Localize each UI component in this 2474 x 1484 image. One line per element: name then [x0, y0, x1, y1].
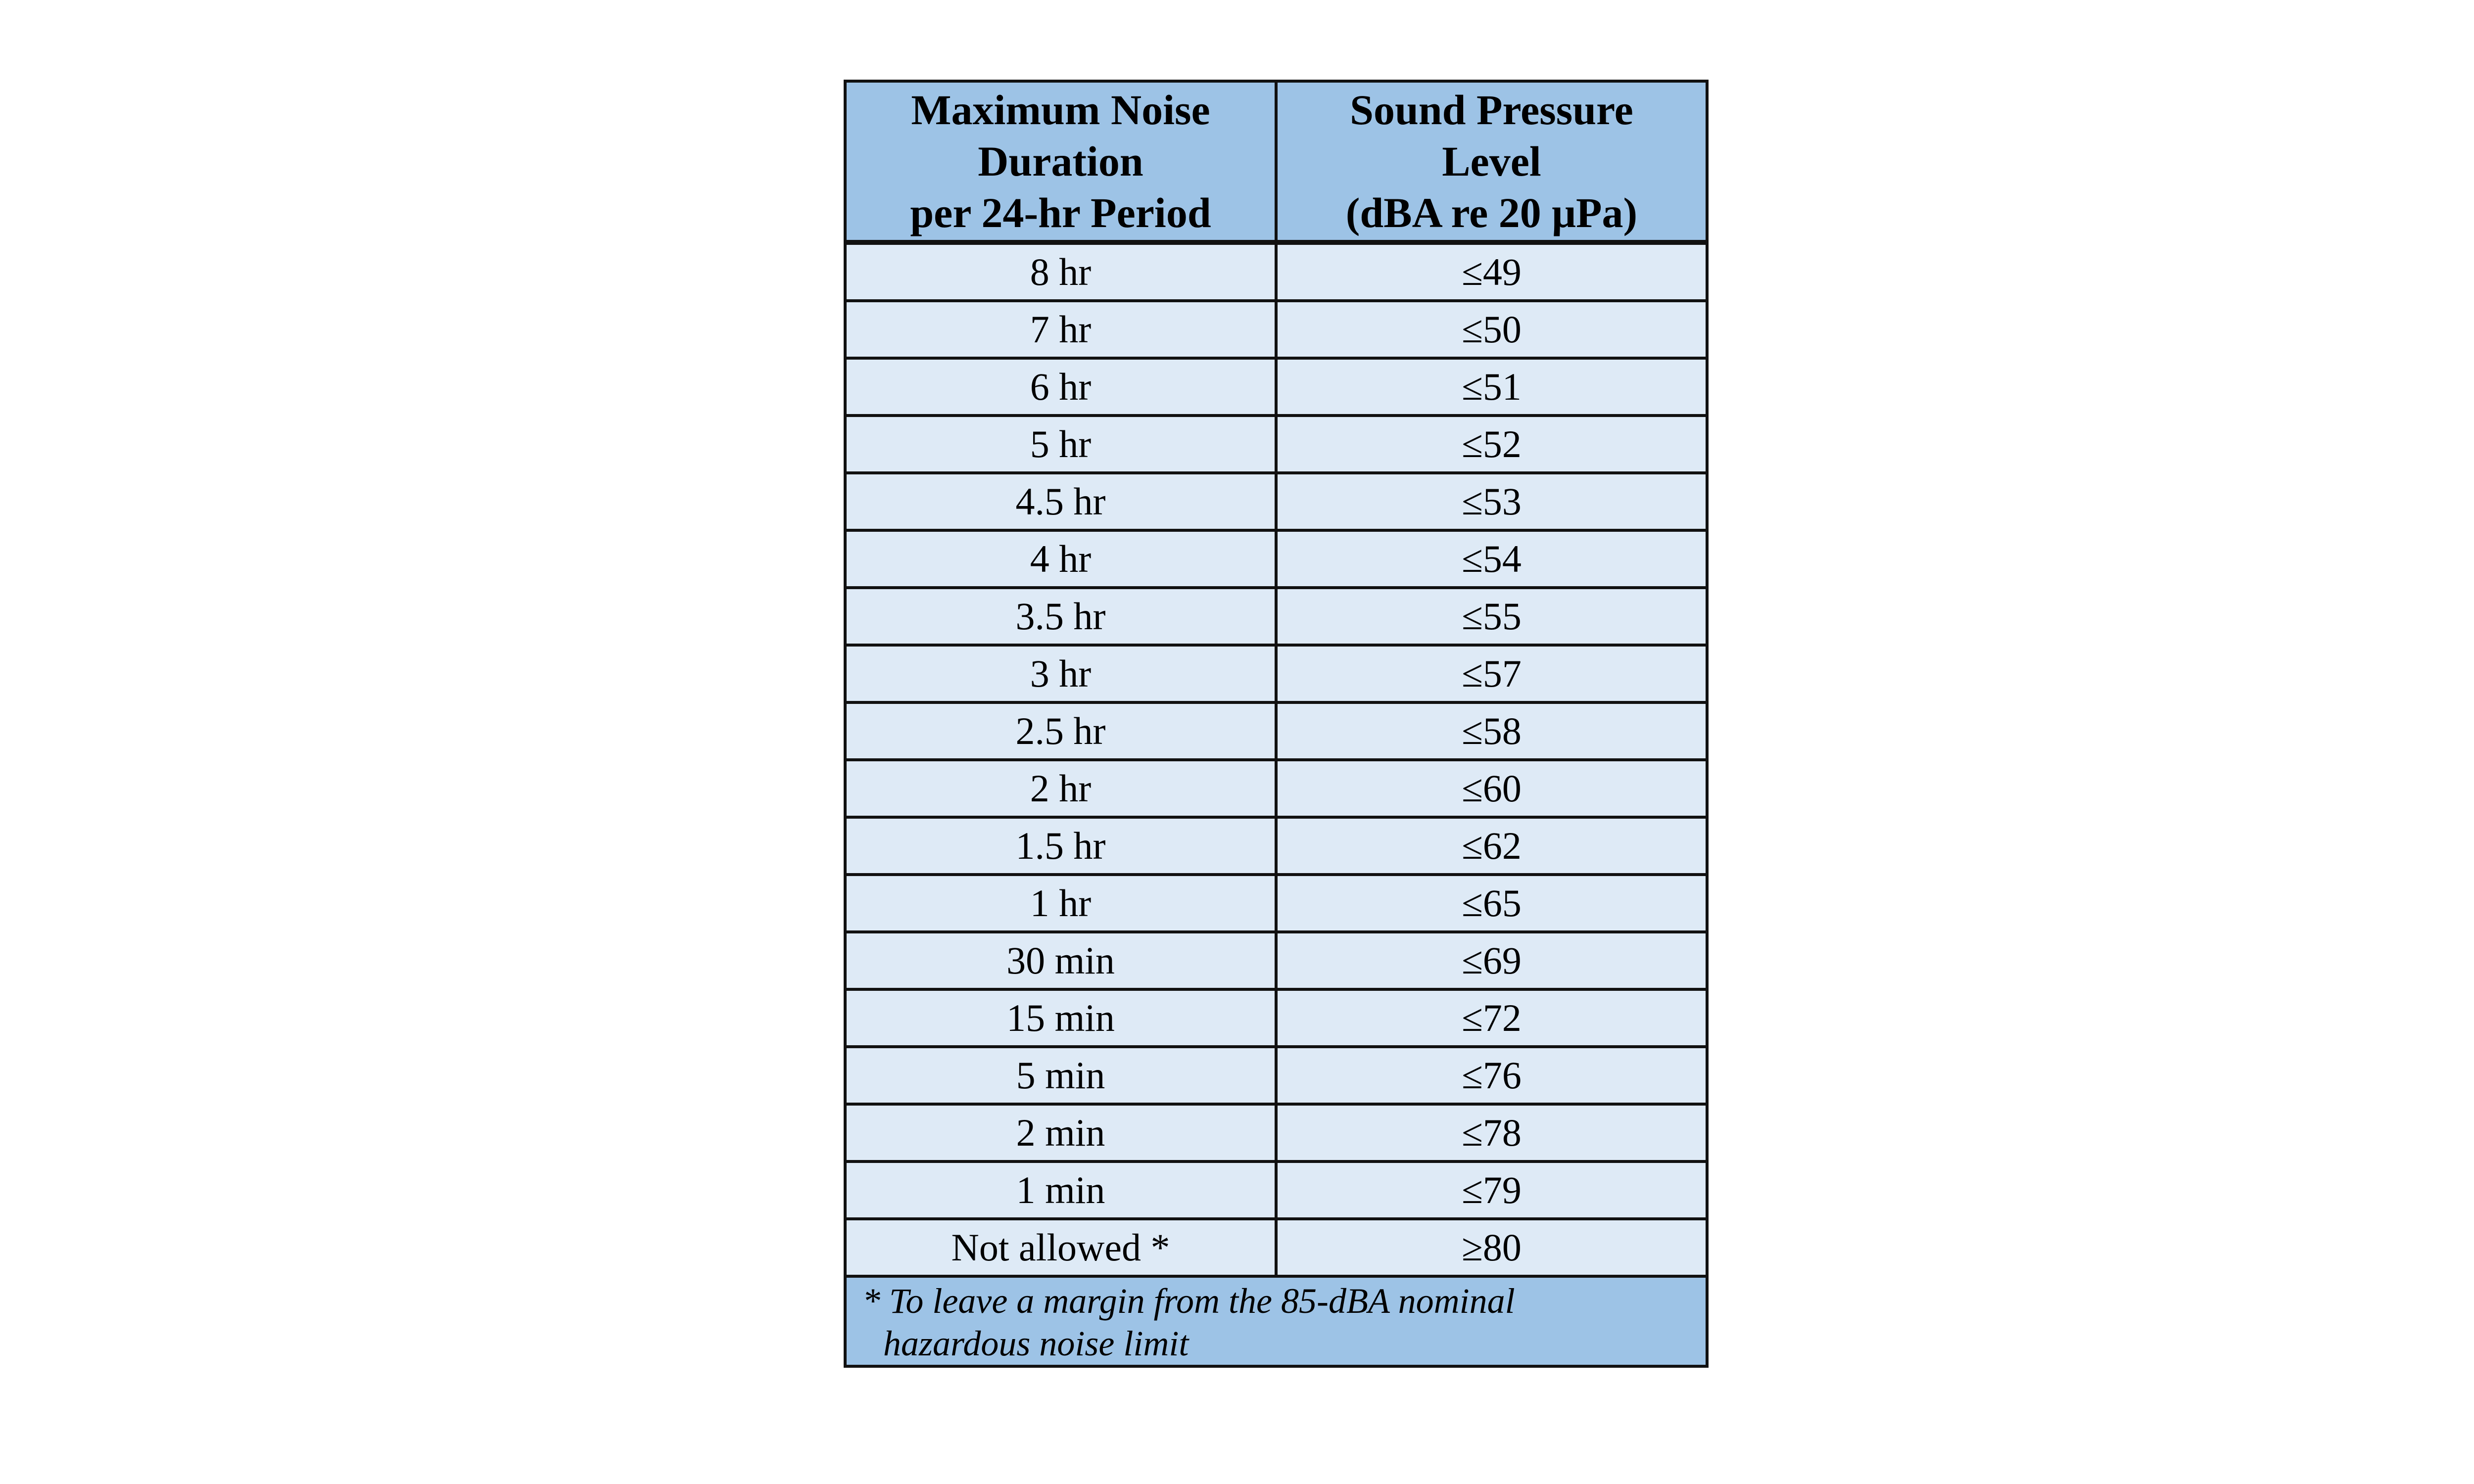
table-row	[845, 817, 1707, 875]
level-cell: ≤55	[1276, 588, 1707, 645]
level-cell: ≤57	[1276, 645, 1707, 702]
level-cell: ≤52	[1276, 416, 1707, 473]
duration-cell: 7 hr	[845, 301, 1276, 358]
level-cell: ≤72	[1276, 989, 1707, 1047]
level-cell: ≤78	[1276, 1104, 1707, 1161]
duration-cell: 2 hr	[845, 760, 1276, 817]
footnote	[845, 1276, 1707, 1366]
duration-cell: 1 min	[845, 1161, 1276, 1219]
duration-header-line: per 24-hr Period	[910, 189, 1211, 236]
level-header-line: (dBA re 20 μPa)	[1345, 189, 1638, 236]
level-cell: ≤65	[1276, 875, 1707, 932]
table-footer	[845, 1276, 1707, 1366]
table-row	[845, 242, 1707, 301]
level-cell: ≤49	[1276, 242, 1707, 301]
level-cell: ≤50	[1276, 301, 1707, 358]
table-row	[845, 1104, 1707, 1161]
footnote-line: hazardous noise limit	[883, 1324, 1189, 1363]
table-row	[845, 473, 1707, 530]
level-cell: ≤53	[1276, 473, 1707, 530]
table-row	[845, 989, 1707, 1047]
table-row	[845, 588, 1707, 645]
level-header-line: Level	[1442, 138, 1541, 185]
table-body	[845, 242, 1707, 1276]
table-row	[845, 645, 1707, 702]
table-row	[845, 1047, 1707, 1104]
duration-cell: 3.5 hr	[845, 588, 1276, 645]
level-cell: ≥80	[1276, 1219, 1707, 1276]
footnote-row	[845, 1276, 1707, 1366]
level-cell: ≤58	[1276, 702, 1707, 760]
level-cell: ≤51	[1276, 358, 1707, 416]
duration-cell: Not allowed *	[845, 1219, 1276, 1276]
duration-column-header	[845, 81, 1276, 242]
duration-cell: 8 hr	[845, 242, 1276, 301]
table-row	[845, 530, 1707, 588]
duration-cell: 15 min	[845, 989, 1276, 1047]
header-row	[845, 81, 1707, 242]
duration-header-line: Maximum Noise	[911, 86, 1210, 134]
table-header	[845, 81, 1707, 242]
table-row	[845, 875, 1707, 932]
duration-cell: 3 hr	[845, 645, 1276, 702]
duration-cell: 5 min	[845, 1047, 1276, 1104]
table-row	[845, 301, 1707, 358]
duration-cell: 5 hr	[845, 416, 1276, 473]
duration-cell: 2.5 hr	[845, 702, 1276, 760]
level-cell: ≤79	[1276, 1161, 1707, 1219]
duration-cell: 30 min	[845, 932, 1276, 989]
duration-cell: 1.5 hr	[845, 817, 1276, 875]
level-header-line: Sound Pressure	[1350, 86, 1633, 134]
duration-cell: 2 min	[845, 1104, 1276, 1161]
level-column-header	[1276, 81, 1707, 242]
table-row	[845, 416, 1707, 473]
duration-header-line: Duration	[978, 138, 1143, 185]
level-cell: ≤69	[1276, 932, 1707, 989]
noise-limit-table-container	[844, 80, 1709, 1368]
duration-cell: 1 hr	[845, 875, 1276, 932]
table-row	[845, 1161, 1707, 1219]
level-cell: ≤62	[1276, 817, 1707, 875]
duration-cell: 6 hr	[845, 358, 1276, 416]
table-row	[845, 702, 1707, 760]
level-cell: ≤54	[1276, 530, 1707, 588]
duration-cell: 4.5 hr	[845, 473, 1276, 530]
noise-limit-table	[844, 80, 1709, 1368]
table-row	[845, 760, 1707, 817]
duration-cell: 4 hr	[845, 530, 1276, 588]
table-row	[845, 1219, 1707, 1276]
level-cell: ≤60	[1276, 760, 1707, 817]
table-row	[845, 932, 1707, 989]
level-cell: ≤76	[1276, 1047, 1707, 1104]
table-row	[845, 358, 1707, 416]
footnote-line: * To leave a margin from the 85-dBA nominal	[862, 1281, 1515, 1321]
